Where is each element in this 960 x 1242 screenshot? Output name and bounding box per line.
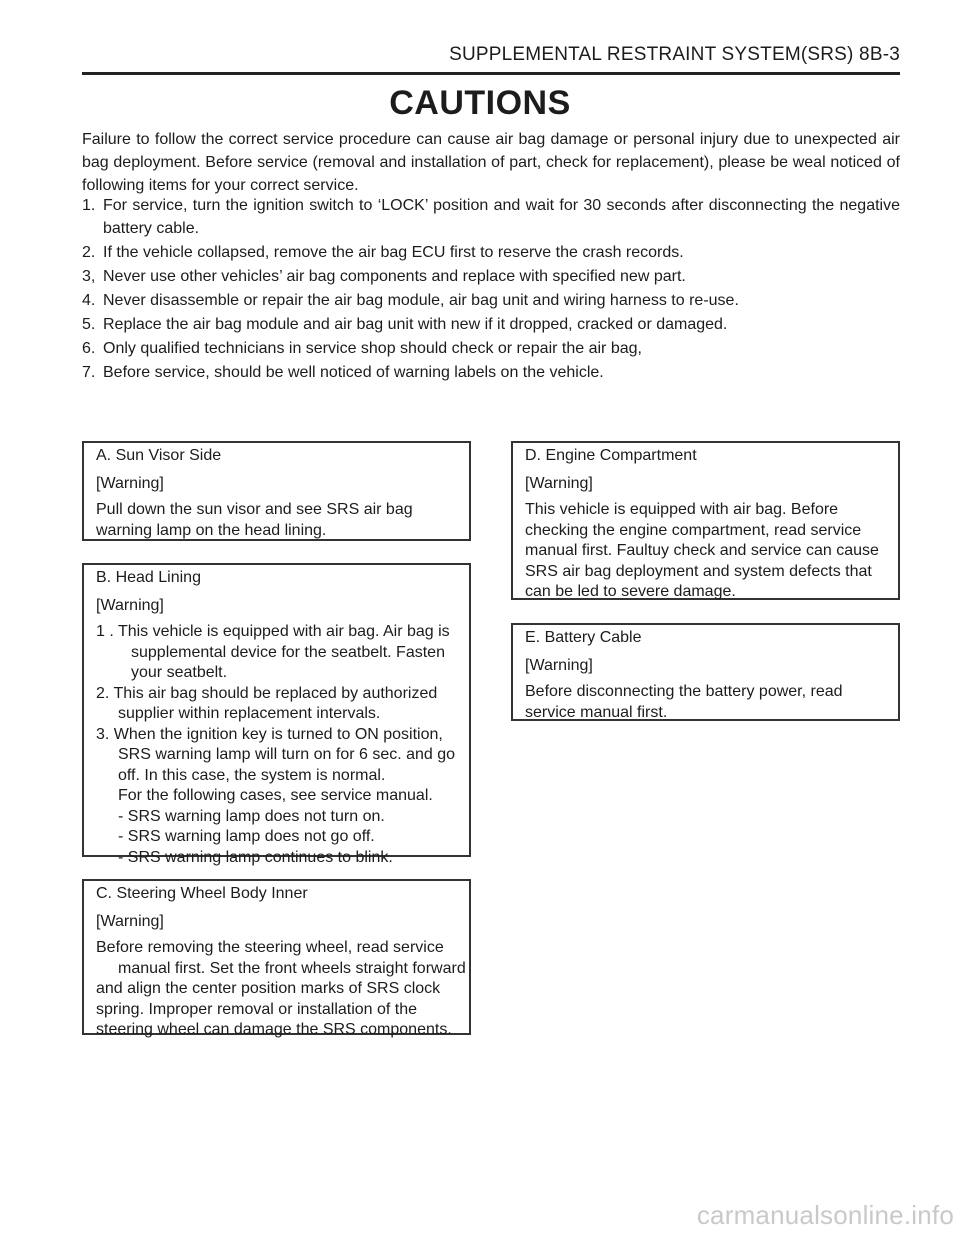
step-text: Before service, should be well noticed of warning labels on the vehicle. [103, 364, 604, 381]
box-heading: B. Head Lining [96, 569, 201, 586]
step-text: If the vehicle collapsed, remove the air bag ECU first to reserve the crash records. [103, 244, 684, 261]
box-body: Pull down the sun visor and see SRS air bag warning lamp on the head lining. [96, 501, 413, 539]
intro-paragraph: Failure to follow the correct service procedure can cause air bag damage or personal injury due to unexpected air bag deployment. Before service (removal and installation of part, check for replacement), please be weal noticed of following items for your correct service. [82, 131, 900, 194]
step-item [82, 265, 900, 288]
step-text: Replace the air bag module and air bag unit with new if it dropped, cracked or damaged. [103, 316, 728, 333]
box-item-3: 3. When the ignition key is turned to ON position, SRS warning lamp will turn on for 6 sec. and go off. In this case, the system is normal. [96, 725, 456, 784]
step-item [82, 361, 900, 384]
box-body [96, 622, 457, 868]
box-dash-item: - SRS warning lamp does not turn on. [118, 807, 385, 825]
box-label: [Warning] [525, 656, 593, 674]
step-number: 1. [82, 197, 96, 214]
step-number: 3, [82, 268, 96, 285]
header-rule [82, 72, 900, 75]
warning-box-head-lining [82, 563, 471, 866]
step-item [82, 313, 900, 336]
step-number: 5. [82, 316, 96, 333]
box-line: Before removing the steering wheel, read service [96, 939, 444, 956]
box-line: manual first. Set the front wheels straight forward [118, 959, 466, 977]
box-label: [Warning] [525, 474, 593, 492]
box-item-1: 1 . This vehicle is equipped with air bag. Air bag is [96, 623, 450, 640]
step-text: Never disassemble or repair the air bag module, air bag unit and wiring harness to re-use. [103, 292, 739, 309]
step-item [82, 241, 900, 264]
box-label: [Warning] [96, 912, 164, 930]
page-title: CAUTIONS [389, 84, 571, 122]
watermark: carmanualsonline.info [696, 1200, 954, 1230]
box-heading: C. Steering Wheel Body Inner [96, 885, 308, 902]
warning-box-battery-cable [511, 623, 900, 721]
step-number: 7. [82, 364, 96, 381]
warning-box-steering-wheel [82, 879, 471, 1038]
step-item [82, 337, 900, 360]
box-heading: A. Sun Visor Side [96, 447, 222, 464]
page-header: SUPPLEMENTAL RESTRAINT SYSTEM(SRS) 8B-3 [449, 44, 900, 65]
box-body: Before disconnecting the battery power, read service manual first. [525, 683, 843, 721]
warning-box-sun-visor [82, 441, 471, 541]
step-text: For service, turn the ignition switch to ‘LOCK’ position and wait for 30 seconds after disconnecting the negative battery cable. [103, 197, 900, 237]
box-heading: E. Battery Cable [525, 629, 642, 646]
box-item-3-cont: For the following cases, see service manual. [118, 787, 433, 804]
caution-steps [82, 194, 900, 385]
box-item-1-cont: supplemental device for the seatbelt. Fasten your seatbelt. [131, 643, 445, 681]
step-item [82, 289, 900, 312]
box-body [96, 938, 466, 1041]
box-dash-item: - SRS warning lamp continues to blink. [118, 848, 393, 866]
box-label: [Warning] [96, 596, 164, 614]
box-body: This vehicle is equipped with air bag. Before checking the engine compartment, read service manual first. Faultuy check and service can cause SRS air bag deployment and system defects that can be led to severe damage. [525, 501, 879, 600]
step-number: 6. [82, 340, 96, 357]
step-text: Never use other vehicles’ air bag components and replace with specified new part. [103, 268, 686, 285]
warning-box-engine-compartment [511, 441, 900, 600]
step-number: 2. [82, 244, 96, 261]
box-line: and align the center position marks of SRS clock spring. Improper removal or installation of the steering wheel can damage the SRS components. [96, 980, 452, 1038]
box-heading: D. Engine Compartment [525, 447, 697, 464]
step-text: Only qualified technicians in service shop should check or repair the air bag, [103, 340, 642, 357]
step-item [82, 194, 900, 240]
step-number: 4. [82, 292, 96, 309]
box-label: [Warning] [96, 474, 164, 492]
box-item-2: 2. This air bag should be replaced by authorized supplier within replacement intervals. [96, 684, 438, 722]
box-dash-item: - SRS warning lamp does not go off. [118, 828, 375, 845]
